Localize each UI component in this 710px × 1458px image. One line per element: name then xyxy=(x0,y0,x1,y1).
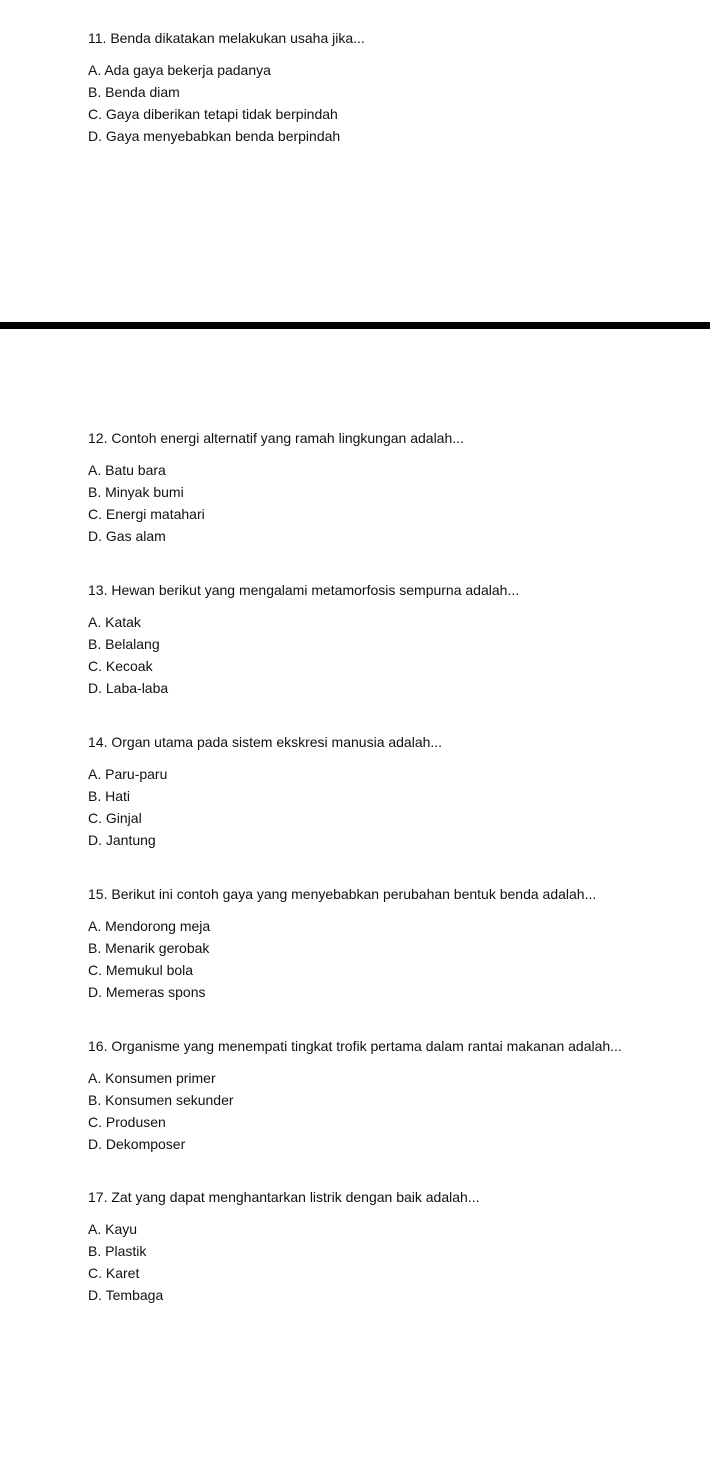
question-stem: 14. Organ utama pada sistem ekskresi manusia adalah... xyxy=(88,734,443,750)
question-stem: 15. Berikut ini contoh gaya yang menyebabkan perubahan bentuk benda adalah... xyxy=(88,886,597,902)
question-16 xyxy=(88,1035,622,1155)
question-17 xyxy=(88,1186,479,1306)
question-15 xyxy=(88,883,596,1003)
page-divider xyxy=(0,322,710,329)
question-stem: 11. Benda dikatakan melakukan usaha jika... xyxy=(88,30,365,46)
question-stem: 12. Contoh energi alternatif yang ramah lingkungan adalah... xyxy=(88,430,464,446)
option-c: C. Karet xyxy=(88,1265,140,1281)
option-c: C. Energi matahari xyxy=(88,506,205,522)
option-a: A. Batu bara xyxy=(88,462,166,478)
option-b: B. Konsumen sekunder xyxy=(88,1092,234,1108)
question-14 xyxy=(88,731,442,851)
option-c: C. Kecoak xyxy=(88,658,153,674)
option-c: C. Produsen xyxy=(88,1114,166,1130)
option-c: C. Ginjal xyxy=(88,810,142,826)
option-a: A. Kayu xyxy=(88,1221,138,1237)
option-d: D. Gaya menyebabkan benda berpindah xyxy=(88,128,341,144)
option-b: B. Belalang xyxy=(88,636,160,652)
option-a: A. Paru-paru xyxy=(88,766,168,782)
option-d: D. Memeras spons xyxy=(88,984,206,1000)
option-a: A. Katak xyxy=(88,614,141,630)
option-a: A. Mendorong meja xyxy=(88,918,211,934)
option-c: C. Gaya diberikan tetapi tidak berpindah xyxy=(88,106,338,122)
question-stem: 13. Hewan berikut yang mengalami metamorfosis sempurna adalah... xyxy=(88,582,520,598)
option-d: D. Tembaga xyxy=(88,1287,164,1303)
option-b: B. Plastik xyxy=(88,1243,147,1259)
option-a: A. Ada gaya bekerja padanya xyxy=(88,62,271,78)
question-11 xyxy=(88,27,365,147)
option-c: C. Memukul bola xyxy=(88,962,194,978)
option-d: D. Jantung xyxy=(88,832,156,848)
option-d: D. Laba-laba xyxy=(88,680,169,696)
question-12 xyxy=(88,427,464,547)
question-stem: 17. Zat yang dapat menghantarkan listrik dengan baik adalah... xyxy=(88,1189,480,1205)
option-b: B. Hati xyxy=(88,788,131,804)
option-d: D. Dekomposer xyxy=(88,1136,186,1152)
option-d: D. Gas alam xyxy=(88,528,166,544)
option-a: A. Konsumen primer xyxy=(88,1070,216,1086)
option-b: B. Benda diam xyxy=(88,84,180,100)
question-stem: 16. Organisme yang menempati tingkat trofik pertama dalam rantai makanan adalah... xyxy=(88,1038,622,1054)
option-b: B. Minyak bumi xyxy=(88,484,184,500)
question-13 xyxy=(88,579,519,699)
option-b: B. Menarik gerobak xyxy=(88,940,210,956)
